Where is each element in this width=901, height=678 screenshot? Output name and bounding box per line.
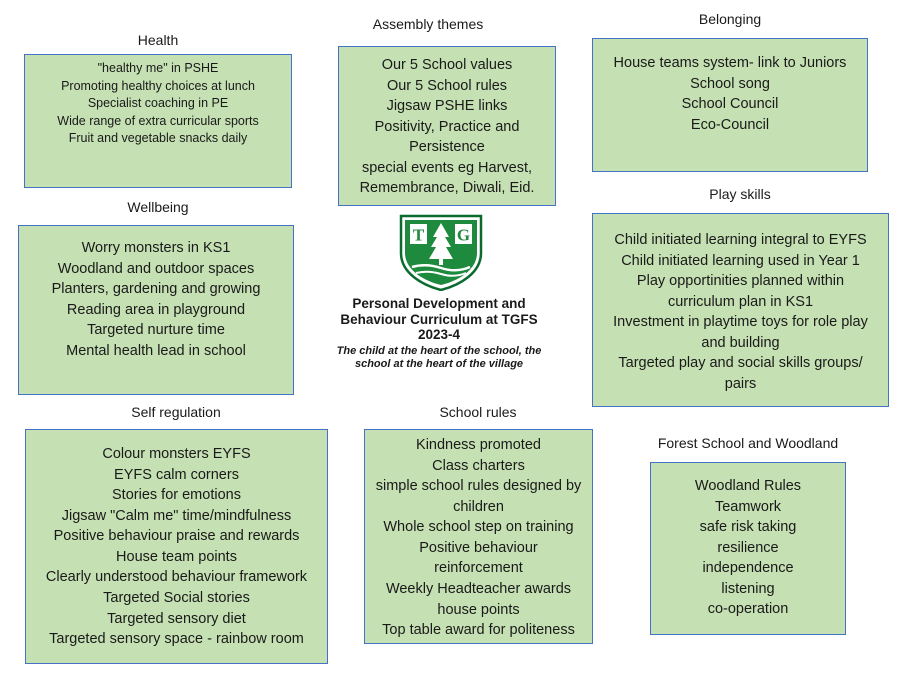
list-item: School song — [690, 75, 770, 92]
forest-box — [650, 462, 846, 635]
page-title-line1: Personal Development and — [352, 296, 526, 311]
belonging-box — [592, 38, 868, 172]
center-title — [308, 296, 570, 371]
list-item: House team points — [116, 548, 237, 565]
list-item: Promoting healthy choices at lunch — [61, 78, 255, 93]
list-item: "healthy me" in PSHE — [97, 61, 219, 75]
subtitle-line1: The child at the heart of the school, the — [336, 344, 542, 357]
list-item: Specialist coaching in PE — [87, 96, 229, 110]
school-crest-icon — [398, 213, 484, 291]
wellbeing-box — [18, 225, 294, 395]
logo-letter-t: T — [412, 225, 425, 245]
list-item: Woodland Rules — [694, 478, 802, 494]
list-item: Worry monsters in KS1 — [81, 240, 231, 256]
logo-letter-g: G — [456, 225, 471, 245]
list-item: Positivity, Practice and — [374, 118, 520, 135]
list-item: simple school rules designed by — [375, 478, 582, 495]
list-item: Targeted nurture time — [87, 322, 225, 339]
wellbeing-title: Wellbeing — [127, 199, 189, 215]
list-item: Our 5 School values — [381, 57, 513, 73]
list-item: listening — [721, 580, 775, 597]
list-item: Persistence — [409, 139, 485, 156]
list-item: School Council — [681, 96, 779, 113]
list-item: Targeted play and social skills groups/ — [618, 355, 863, 372]
list-item: curriculum plan in KS1 — [667, 293, 814, 310]
health-box — [24, 54, 292, 188]
subtitle-line2: school at the heart of the village — [354, 357, 524, 370]
list-item: Colour monsters EYFS — [102, 446, 251, 462]
list-item: special events eg Harvest, — [361, 159, 533, 176]
list-item: Clearly understood behaviour framework — [45, 569, 308, 586]
school-logo — [398, 213, 484, 291]
belonging-title: Belonging — [698, 11, 762, 27]
list-item: Class charters — [432, 457, 525, 474]
forest-title: Forest School and Woodland — [657, 435, 839, 451]
list-item: pairs — [724, 376, 757, 393]
list-item: Kindness promoted — [416, 437, 541, 453]
page-title-line3: 2023-4 — [417, 327, 461, 343]
list-item: Fruit and vegetable snacks daily — [68, 131, 248, 145]
rules-title: School rules — [439, 404, 517, 420]
list-item: Jigsaw PSHE links — [386, 98, 508, 115]
list-item: Targeted sensory diet — [107, 610, 246, 627]
health-title: Health — [137, 32, 179, 48]
list-item: Weekly Headteacher awards — [385, 581, 572, 598]
list-item: Reading area in playground — [66, 301, 246, 318]
rules-box — [364, 429, 593, 644]
list-item: Jigsaw "Calm me" time/mindfulness — [61, 507, 292, 524]
list-item: Stories for emotions — [112, 487, 241, 504]
list-item: Wide range of extra curricular sports — [57, 113, 259, 128]
list-item: Positive behaviour — [419, 539, 538, 556]
list-item: Our 5 School rules — [386, 77, 508, 94]
assembly-title: Assembly themes — [372, 16, 484, 32]
list-item: resilience — [717, 539, 779, 556]
list-item: children — [453, 498, 504, 515]
list-item: Whole school step on training — [383, 519, 574, 536]
list-item: Planters, gardening and growing — [51, 281, 261, 298]
list-item: Play opportinities planned within — [636, 273, 845, 290]
list-item: and building — [701, 334, 780, 351]
list-item: Child initiated learning integral to EYFS — [614, 232, 867, 248]
list-item: house points — [437, 601, 520, 618]
list-item: Remembrance, Diwali, Eid. — [359, 180, 535, 197]
list-item: Eco-Council — [690, 116, 770, 133]
list-item: Targeted sensory space - rainbow room — [49, 631, 304, 648]
play-box — [592, 213, 889, 407]
page-title-line2: Behaviour Curriculum at TGFS — [340, 311, 538, 327]
list-item: Woodland and outdoor spaces — [57, 260, 255, 277]
list-item: independence — [702, 560, 794, 577]
list-item: Top table award for politeness — [382, 622, 575, 639]
list-item: Child initiated learning used in Year 1 — [621, 252, 860, 269]
list-item: EYFS calm corners — [114, 466, 239, 483]
list-item: safe risk taking — [699, 519, 797, 536]
list-item: House teams system- link to Juniors — [613, 55, 847, 71]
list-item: Targeted Social stories — [103, 590, 250, 607]
selfreg-box — [25, 429, 328, 664]
list-item: Mental health lead in school — [66, 342, 246, 359]
list-item: co-operation — [707, 601, 789, 618]
assembly-box — [338, 46, 556, 206]
list-item: Investment in playtime toys for role play — [613, 314, 868, 331]
list-item: Teamwork — [714, 498, 782, 515]
list-item: Positive behaviour praise and rewards — [53, 528, 300, 545]
list-item: reinforcement — [434, 560, 523, 577]
play-title: Play skills — [709, 186, 771, 202]
selfreg-title: Self regulation — [131, 404, 221, 420]
